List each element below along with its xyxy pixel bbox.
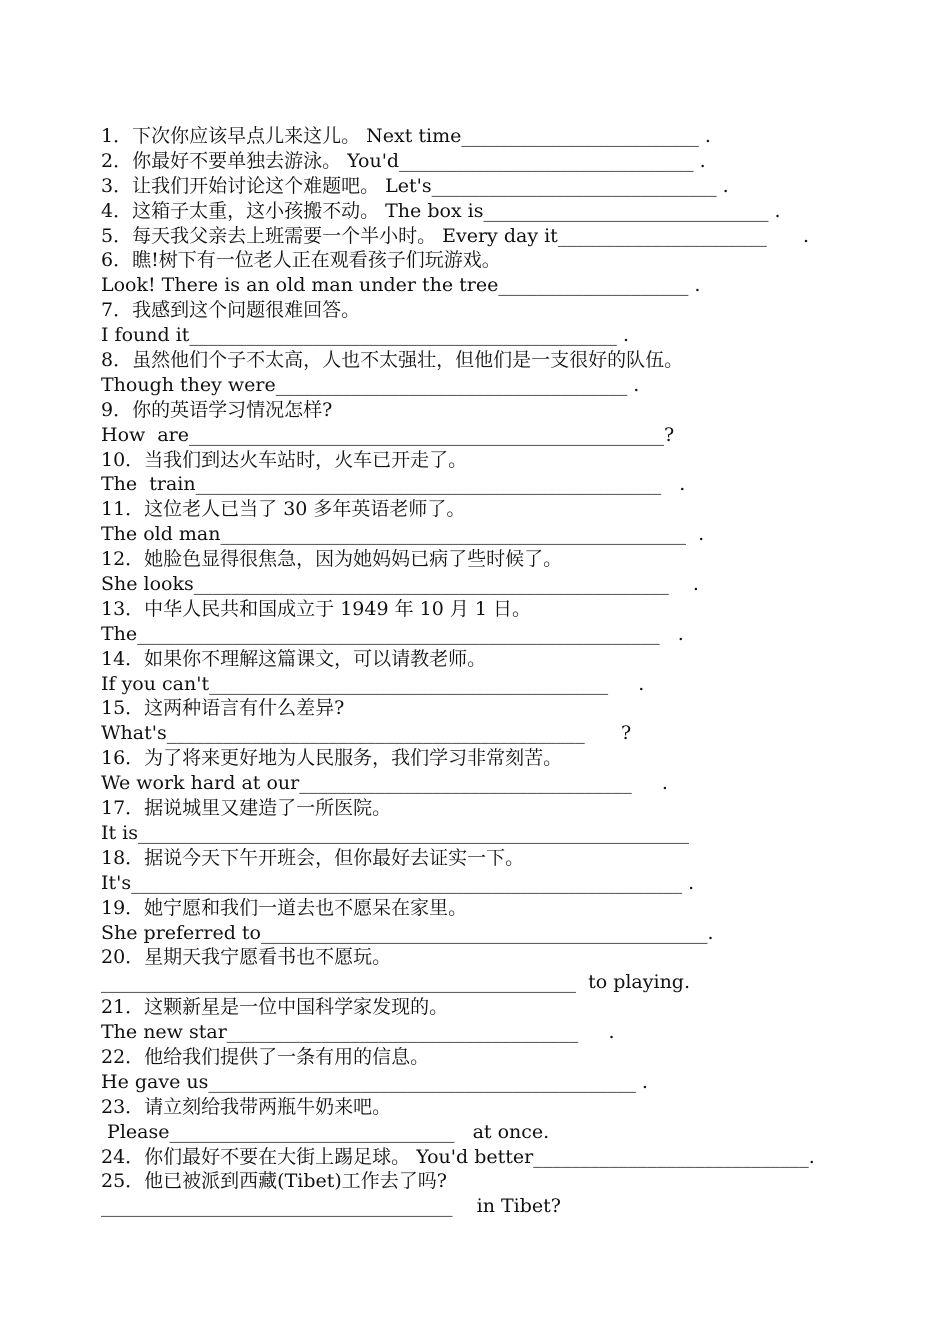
question-15-answer: What's____________________________________________ ? xyxy=(101,722,632,745)
question-25-answer: _____________________________________ in Tibet? xyxy=(101,1195,561,1218)
question-17-prompt: 17．据说城里又建造了一所医院。 xyxy=(101,797,392,820)
question-20-answer: __________________________________________________ to playing. xyxy=(101,971,691,994)
question-11-answer: The old man_________________________________________________ . xyxy=(101,523,705,546)
question-17-answer: It is__________________________________________________________ xyxy=(101,821,690,844)
question-8-prompt: 8．虽然他们个子不太高，人也不太强壮，但他们是一支很好的队伍。 xyxy=(101,349,684,372)
question-19-answer: She preferred to_______________________________________________. xyxy=(101,921,714,944)
question-16-answer: We work hard at our___________________________________ . xyxy=(101,772,668,795)
question-21-prompt: 21．这颗新星是一位中国科学家发现的。 xyxy=(101,996,449,1019)
question-6-answer: Look! There is an old man under the tree____________________ . xyxy=(101,274,701,297)
question-10-prompt: 10．当我们到达火车站时，火车已开走了。 xyxy=(101,448,468,471)
question-7-answer: I found it_____________________________________________ . xyxy=(101,324,629,347)
question-20-prompt: 20．星期天我宁愿看书也不愿玩。 xyxy=(101,946,392,969)
question-12-prompt: 12．她脸色显得很焦急，因为她妈妈已病了些时候了。 xyxy=(101,548,563,571)
question-23-answer: Please______________________________ at once. xyxy=(101,1120,550,1143)
question-14-prompt: 14．如果你不理解这篇课文，可以请教老师。 xyxy=(101,647,487,670)
question-2-line: 2．你最好不要单独去游泳。 You'd_______________________________ . xyxy=(101,149,706,172)
question-25-prompt: 25．他已被派到西藏(Tibet)工作去了吗? xyxy=(101,1170,447,1193)
question-10-answer: The train_________________________________________________ . xyxy=(101,473,686,496)
question-11-prompt: 11．这位老人已当了 30 多年英语老师了。 xyxy=(101,498,466,521)
question-3-line: 3．让我们开始讨论这个难题吧。 Let's______________________________ . xyxy=(101,174,729,197)
question-1-line: 1．下次你应该早点儿来这儿。 Next time_________________________ . xyxy=(101,125,711,147)
question-8-answer: Though they were_____________________________________ . xyxy=(101,373,640,396)
question-13-prompt: 13．中华人民共和国成立于 1949 年 10 月 1 日。 xyxy=(101,597,532,620)
exercise-sheet xyxy=(101,124,901,1219)
question-6-prompt: 6．瞧!树下有一位老人正在观看孩子们玩游戏。 xyxy=(101,249,501,272)
question-21-answer: The new star_____________________________________ . xyxy=(101,1021,615,1044)
question-9-answer: How are__________________________________________________? xyxy=(101,423,675,446)
question-9-prompt: 9．你的英语学习情况怎样? xyxy=(101,398,333,421)
question-22-prompt: 22．他给我们提供了一条有用的信息。 xyxy=(101,1045,430,1068)
question-15-prompt: 15．这两种语言有什么差异? xyxy=(101,697,345,720)
question-23-prompt: 23．请立刻给我带两瓶牛奶来吧。 xyxy=(101,1095,392,1118)
question-14-answer: If you can't__________________________________________ . xyxy=(101,672,645,695)
question-7-prompt: 7．我感到这个问题很难回答。 xyxy=(101,299,361,322)
question-18-prompt: 18．据说今天下午开班会，但你最好去证实一下。 xyxy=(101,846,525,869)
question-5-line: 5．每天我父亲去上班需要一个半小时。 Every day it______________________ . xyxy=(101,224,810,247)
question-22-answer: He gave us_____________________________________________ . xyxy=(101,1070,648,1093)
question-24-line: 24．你们最好不要在大街上踢足球。 You'd better_____________________________. xyxy=(101,1145,815,1168)
question-18-answer: It's__________________________________________________________ . xyxy=(101,871,695,894)
question-16-prompt: 16．为了将来更好地为人民服务，我们学习非常刻苦。 xyxy=(101,747,563,770)
question-19-prompt: 19．她宁愿和我们一道去也不愿呆在家里。 xyxy=(101,896,468,919)
question-13-answer: The_______________________________________________________ . xyxy=(101,622,684,645)
question-4-line: 4．这箱子太重，这小孩搬不动。 The box is______________________________ . xyxy=(101,199,781,222)
question-12-answer: She looks__________________________________________________ . xyxy=(101,573,699,596)
